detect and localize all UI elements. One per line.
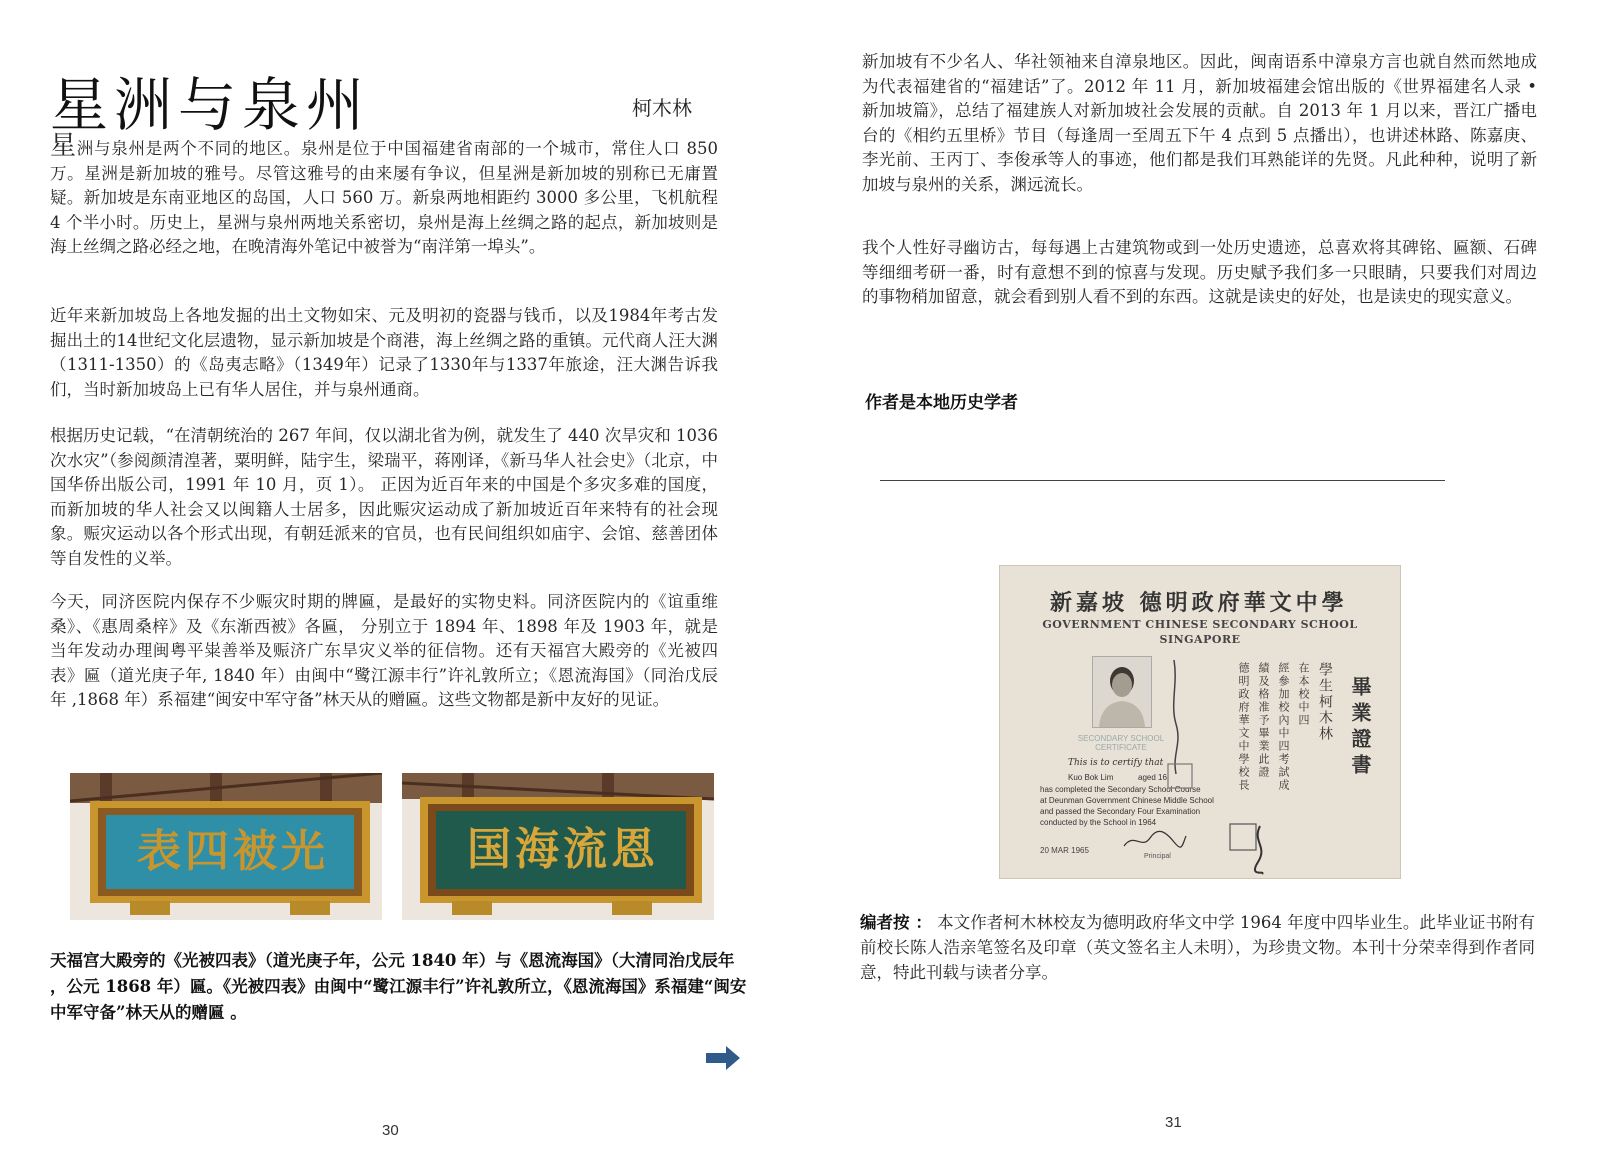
student-portrait [1092, 656, 1152, 728]
paragraph-1-text: 洲与泉州是两个不同的地区。泉州是位于中国福建省南部的一个城市，常住人口 850 万。星洲是新加坡的雅号。尽管这雅号的由来屡有争议，但星洲是新加坡的别称已无庸置疑。新加坡是东南亚地区的岛国，人口 560 万。新泉两地相距约 3000 多公里，飞机航程 4 个半小时。历史上，星洲与泉州两地关系密切，泉州是海上丝绸之路的起点，新加坡则是海上丝绸之路必经之地，在晚清海外笔记中被誉为“南洋第一埠头”。 [50, 139, 718, 257]
plaque-photo-2 [402, 773, 714, 920]
school-line: at Deunman Government Chinese Middle School [1040, 796, 1214, 805]
photo-caption: 天福宫大殿旁的《光被四表》（道光庚子年，公元 1840 年）与《恩流海国》（大清同治戊辰年 ，公元 1868 年）匾。《光被四表》由闽中“鹭江源丰行”许礼敦所立，《恩流海国》系福建“闽安中军守备”林天从的赠匾 。 [50, 951, 747, 1022]
paragraph-3: 根据历史记载，“在清朝统治的 267 年间，仅以湖北省为例，就发生了 440 次旱灾和 1036 次水灾”（参阅颜清湟著，粟明鲜，陆宇生，梁瑞平，蒋刚译，《新马华人社会史》（北京，中国华侨出版公司，1991 年 10 月，页 1）。 正因为近百年来的中国是个多灾多难的国度，而新加坡的华人社会又以闽籍人士居多，因此赈灾运动成了新加坡近百年来特有的社会现象。赈灾运动以各个形式出现，有朝廷派来的官员，也有民间组织如庙宇、会馆、慈善团体等自发性的义举。 [50, 426, 718, 568]
certificate-col-3: 經參加校內中四考試成 [1277, 662, 1290, 792]
conducted-line: conducted by the School in 1964 [1040, 818, 1157, 827]
right-paragraph-2: 我个人性好寻幽访古，每每遇上古建筑物或到一处历史遗迹，总喜欢将其碑铭、匾额、石碑等细细考研一番，时有意想不到的惊喜与发现。历史赋予我们多一只眼睛，只要我们对周边的事物稍加留意，就会看到别人看不到的东西。这就是读史的好处，也是读史的现实意义。 [862, 238, 1537, 307]
next-page-arrow-icon[interactable] [706, 1046, 740, 1070]
completed-line: has completed the Secondary School Course [1040, 785, 1201, 794]
certificate-school-name-cn: 新嘉坡 德明政府華文中學 [1050, 590, 1348, 616]
divider-line [880, 480, 1445, 481]
paragraph-4: 今天，同济医院内保存不少赈灾时期的牌匾，是最好的实物史料。同济医院内的《谊重维桑》、《惠周桑梓》及《东渐西被》各匾， 分别立于 1894 年、1898 年及 1903 年，就是当年发动办理闽粤平粜善举及赈济广东旱灾义举的征信物。还有天福宫大殿旁的《光被四表》匾（道光庚子年, 1840 年）由闽中“鹭江源丰行”许礼敦所立；《恩流海国》（同治戊辰年 ,1868 年）系福建“闽安中军守备”林天从的赠匾。这些文物都是新中友好的见证。 [50, 592, 718, 710]
student-age: aged 16 [1138, 773, 1167, 782]
drop-cap: 星 [50, 131, 77, 161]
student-portrait-image [1093, 657, 1151, 727]
certificate-heading: 畢業證書 [1348, 676, 1372, 780]
certificate-label: SECONDARY SCHOOL CERTIFICATE [1077, 734, 1165, 752]
handwritten-date-stamp [1160, 654, 1200, 844]
passed-line: and passed the Secondary Four Examination [1040, 807, 1201, 816]
editor-note [860, 910, 1535, 985]
student-name-en: Kuo Bok Lim [1068, 773, 1114, 782]
article-title: 星洲与泉州 [50, 71, 371, 139]
author-byline: 作者是本地历史学者 [865, 393, 1018, 413]
plaque-1-calligraphy: 表四被光 [137, 826, 329, 877]
paragraph-2: 近年来新加坡岛上各地发掘的出土文物如宋、元及明初的瓷器与钱币，以及1984年考古发掘出土的14世纪文化层遗物，显示新加坡是个商港，海上丝绸之路的重镇。元代商人汪大渊（1311-1350）的《岛夷志略》（1349年）记录了1330年与1337年旅途，汪大渊告诉我们，当时新加坡岛上已有华人居住，并与泉州通商。 [50, 306, 718, 399]
certificate-school-name-en: GOVERNMENT CHINESE SECONDARY SCHOOL [1042, 618, 1358, 631]
principal-label: Principal [1144, 853, 1171, 860]
principal-seal [1222, 816, 1282, 876]
plaque-photo-1 [70, 773, 382, 920]
author-name: 柯木林 [632, 96, 692, 120]
page-number-left: 30 [382, 1122, 399, 1139]
certificate-col-1: 學生柯木林 [1317, 662, 1333, 742]
certificate-col-5: 德明政府華文中學校長 [1237, 662, 1250, 792]
paragraph-1 [50, 131, 718, 260]
editor-note-label: 编者按 ： [860, 913, 932, 932]
plaque-2-calligraphy: 国海流恩 [467, 824, 659, 875]
editor-note-text: 本文作者柯木林校友为德明政府华文中学 1964 年度中四毕业生。此毕业证书附有前校长陈人浩亲笔签名及印章（英文签名主人未明），为珍贵文物。本刊十分荣幸得到作者同意，特此刊载与读者分享。 [860, 913, 1536, 982]
page-number-right: 31 [1165, 1114, 1182, 1131]
right-page [800, 0, 1600, 1163]
certificate-col-4: 績及格准予畢業此證 [1257, 662, 1270, 779]
right-paragraph-1: 新加坡有不少名人、华社领袖来自漳泉地区。因此，闽南语系中漳泉方言也就自然而然地成为代表福建省的“福建话”了。2012 年 11 月，新加坡福建会馆出版的《世界福建名人录 • 新加坡篇》，总结了福建族人对新加坡社会发展的贡献。自 2013 年 1 月以来，晋江广播电台的《相约五里桥》节目（每逢周一至周五下午 4 点到 5 点播出），也讲述林路、陈嘉庚、李光前、王丙丁、李俊承等人的事迹，他们都是我们耳熟能详的先贤。凡此种种，说明了新加坡与泉州的关系，渊远流长。 [862, 52, 1537, 194]
certificate-date: 20 MAR 1965 [1040, 846, 1089, 855]
certify-line: This is to certify that [1068, 758, 1164, 768]
certificate-col-2: 在本校中四 [1297, 662, 1310, 727]
certificate-location: SINGAPORE [1159, 633, 1241, 646]
graduation-certificate-photo [1000, 566, 1400, 878]
